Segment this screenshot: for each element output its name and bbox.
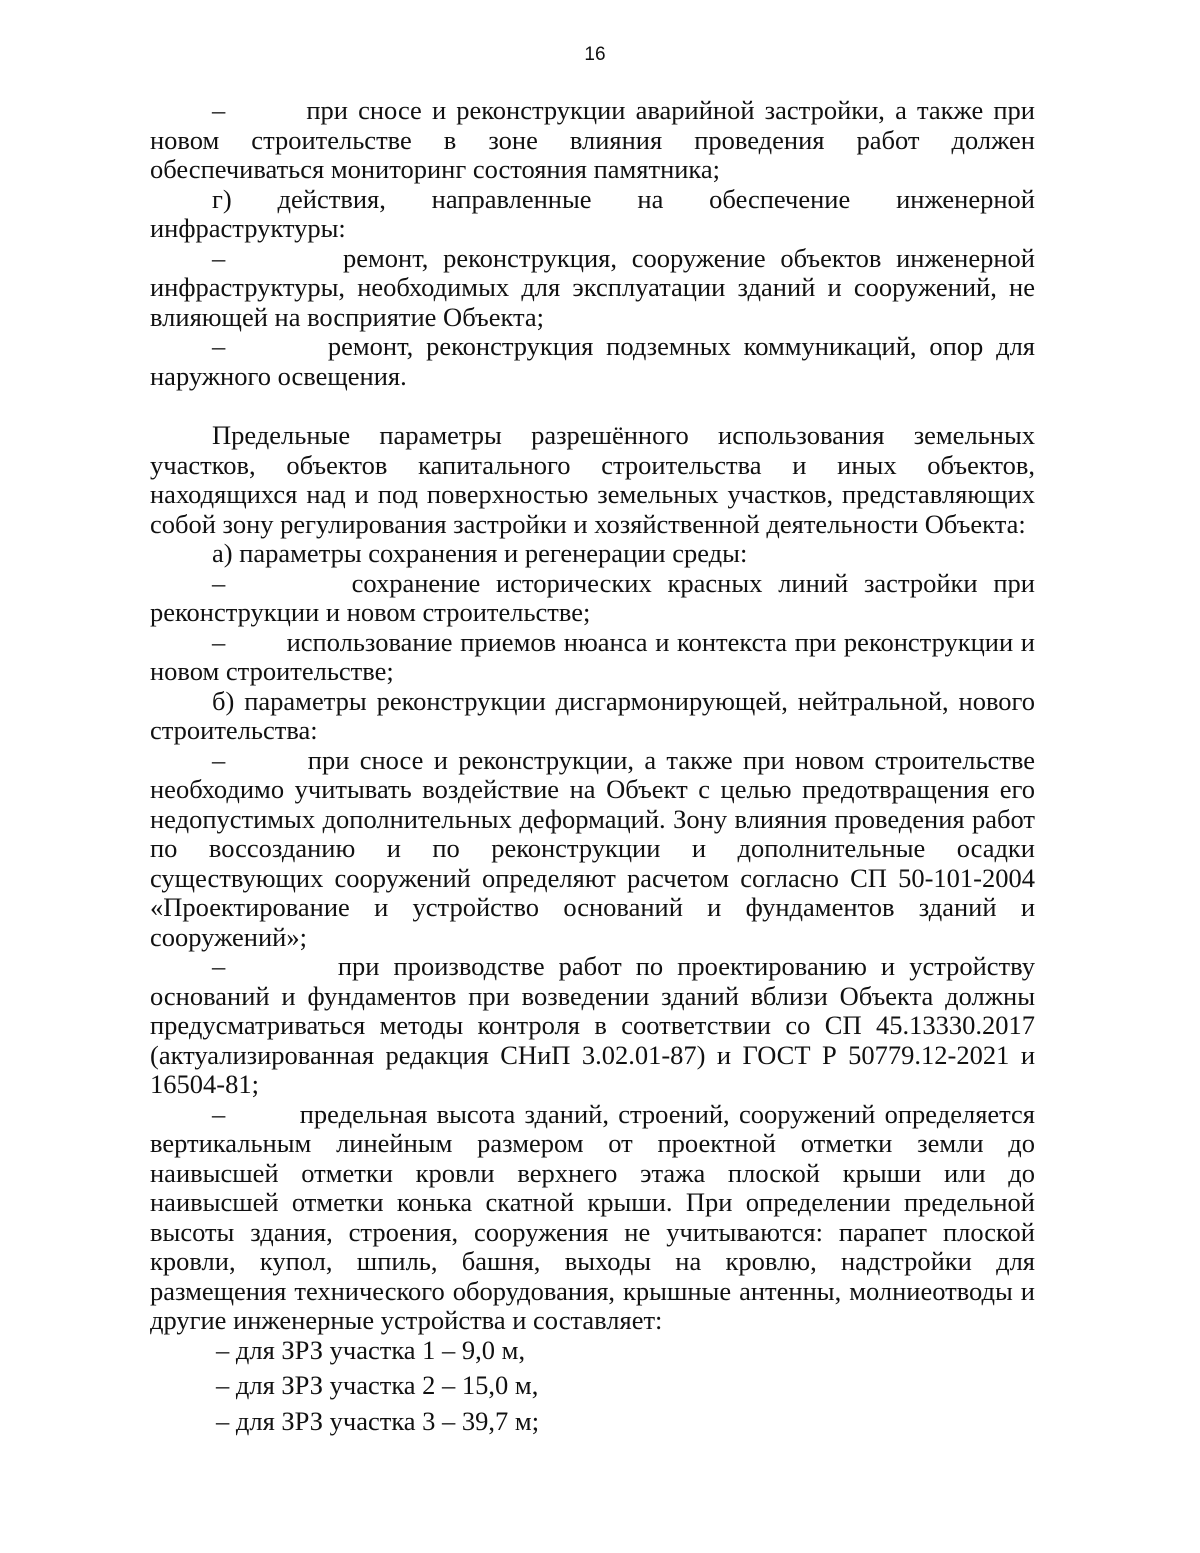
paragraph-foundation-control: – при производстве работ по проектированию и устройству оснований и фундаментов при возведении зданий вблизи Объекта должны предусматриваться методы контроля в соответствии со СП 45.13330.2017 (актуализированная редакция СНиП 3.02.01-87) и ГОСТ Р 50779.12-2021 и 16504-81; bbox=[150, 951, 1035, 1099]
page-number: 16 bbox=[584, 44, 606, 65]
document-body bbox=[150, 96, 1035, 1436]
list-item-zone-3: – для ЗРЗ участка 3 – 39,7 м; bbox=[216, 1405, 540, 1436]
paragraph-infrastructure-heading: г) действия, направленные на обеспечение инженерной инфраструктуры: bbox=[150, 183, 1035, 243]
paragraph-reconstruction-heading: б) параметры реконструкции дисгармонирующей, нейтральной, нового строительства: bbox=[150, 685, 1035, 745]
paragraph-underground-utilities: – ремонт, реконструкция подземных коммуникаций, опор для наружного освещения. bbox=[150, 331, 1035, 391]
paragraph-demolition-monitoring: – при сносе и реконструкции аварийной застройки, а также при новом строительстве в зоне влияния проведения работ должен обеспечиваться мониторинг состояния памятника; bbox=[150, 95, 1035, 184]
paragraph-nuance-context: – использование приемов нюанса и контекста при реконструкции и новом строительстве; bbox=[150, 626, 1035, 686]
paragraph-infrastructure-repair: – ремонт, реконструкция, сооружение объектов инженерной инфраструктуры, необходимых для эксплуатации зданий и сооружений, не влияющей на восприятие Объекта; bbox=[150, 242, 1035, 332]
paragraph-height-limit: – предельная высота зданий, строений, сооружений определяется вертикальным линейным размером от проектной отметки земли до наивысшей отметки кровли верхнего этажа плоской крыши или до наивысшей отметки конька скатной крыши. При определении предельной высоты здания, строения, сооружения не учитываются: парапет плоской кровли, купол, шпиль, башня, выходы на кровлю, надстройки для размещения технического оборудования, крышные антенны, молниеотводы и другие инженерные устройства и составляет: bbox=[150, 1098, 1035, 1335]
paragraph-deformation-impact: – при сносе и реконструкции, а также при новом строительстве необходимо учитывать воздействие на Объект с целью предотвращения его недопустимых дополнительных деформаций. Зону влияния проведения работ по воссозданию и по реконструкции и дополнительные осадки существующих сооружений определяют расчетом согласно СП 50-101-2004 «Проектирование и устройство оснований и фундаментов зданий и сооружений»; bbox=[150, 744, 1035, 952]
paragraph-preservation-heading: а) параметры сохранения и регенерации среды: bbox=[212, 538, 748, 568]
paragraph-historic-red-lines: – сохранение исторических красных линий застройки при реконструкции и новом строительстве; bbox=[150, 567, 1035, 627]
paragraph-limit-parameters-intro: Предельные параметры разрешённого использования земельных участков, объектов капитального строительства и иных объектов, находящихся над и под поверхностью земельных участков, представляющих собой зону регулирования застройки и хозяйственной деятельности Объекта: bbox=[150, 420, 1035, 539]
list-item-zone-2: – для ЗРЗ участка 2 – 15,0 м, bbox=[216, 1370, 539, 1400]
list-item-zone-1: – для ЗРЗ участка 1 – 9,0 м, bbox=[216, 1334, 526, 1365]
